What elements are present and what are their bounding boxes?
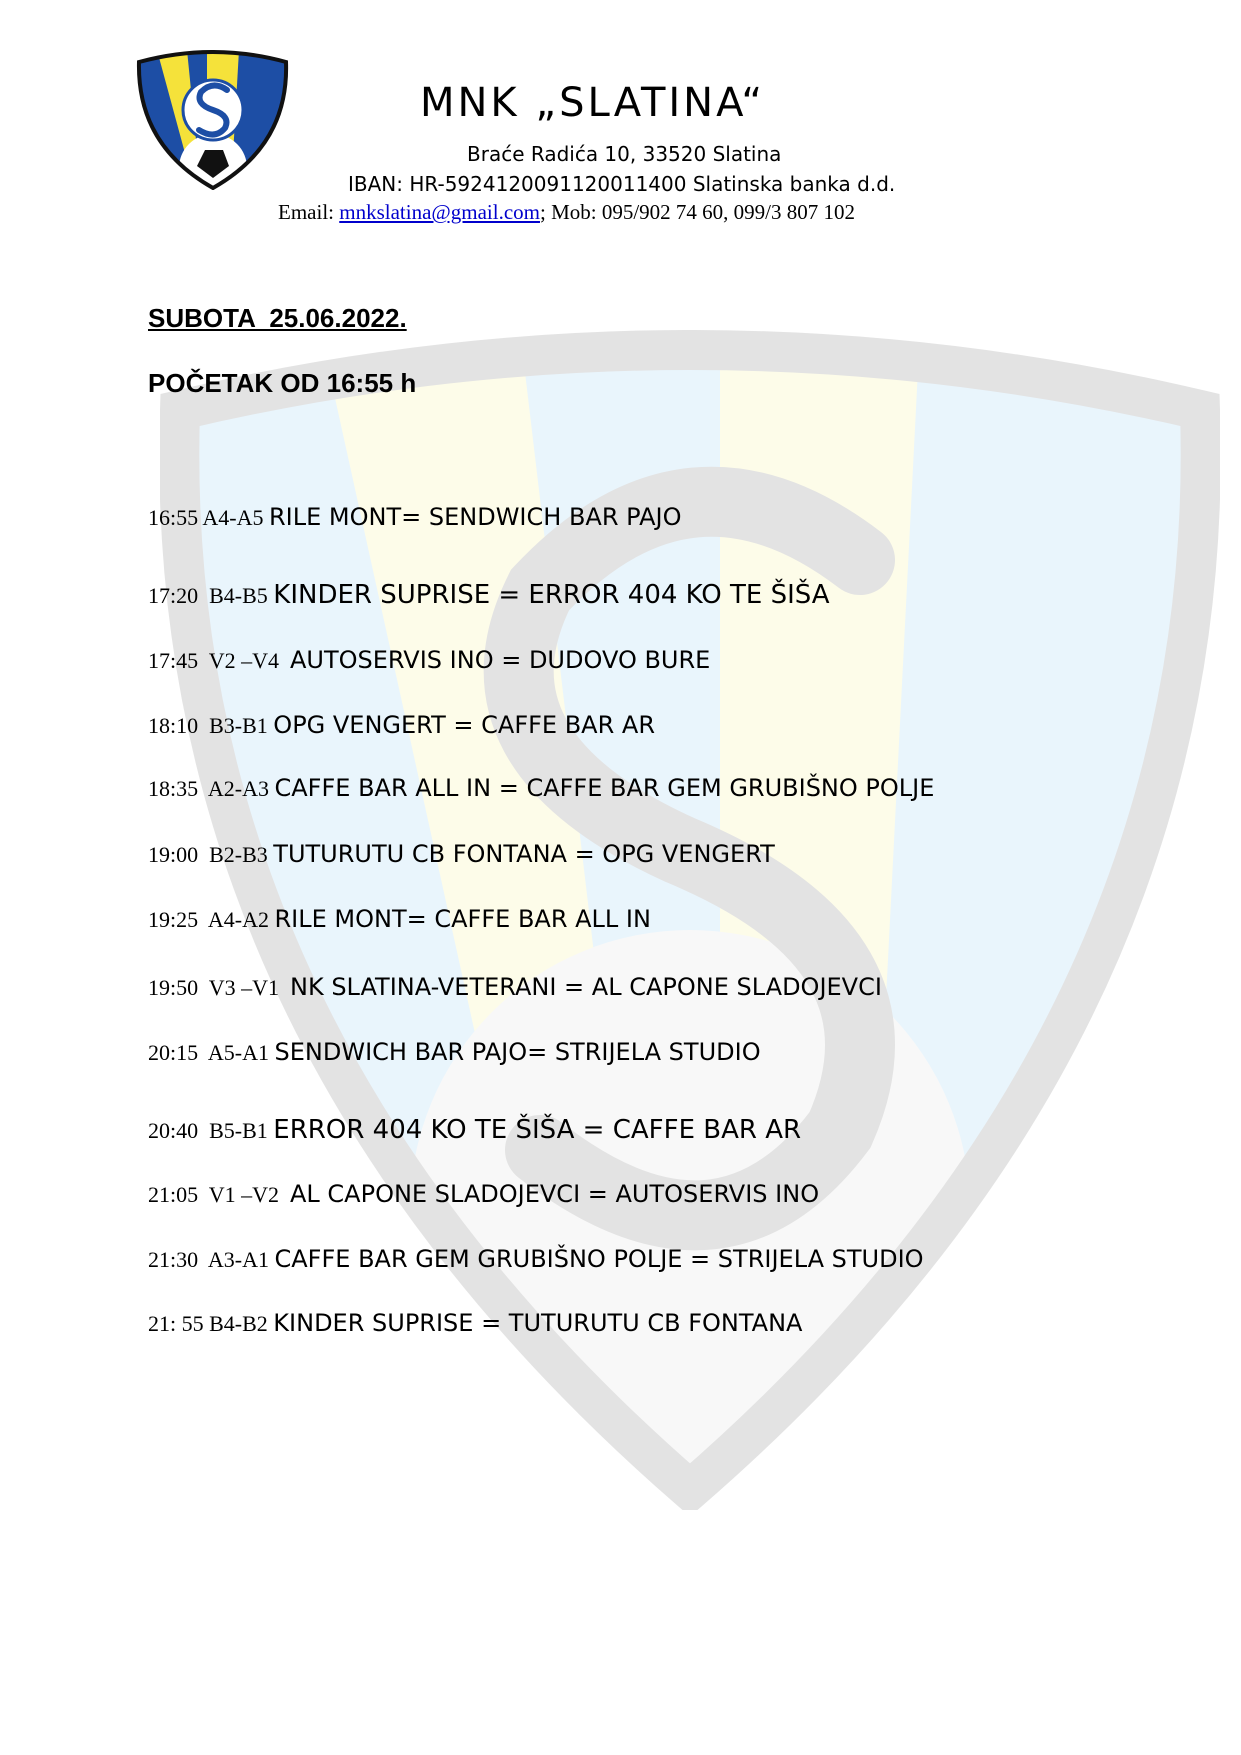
email-link[interactable]: mnkslatina@gmail.com [339,200,540,224]
match-teams: AUTOSERVIS INO = DUDOVO BURE [290,646,711,674]
match-time: 20:40 B5-B1 [148,1118,274,1143]
club-name: MNK „SLATINA“ [420,80,766,126]
match-teams: TUTURUTU CB FONTANA = OPG VENGERT [273,840,775,868]
match-time: 21:05 V1 –V2 [148,1182,290,1207]
match-row [148,580,830,610]
match-teams: ERROR 404 KO TE ŠIŠA = CAFFE BAR AR [273,1115,802,1145]
email-prefix: Email: [278,200,340,224]
match-row [148,840,775,868]
contact-line [278,200,855,225]
match-time: 19:50 V3 –V1 [148,975,290,1000]
match-teams: SENDWICH BAR PAJO= STRIJELA STUDIO [274,1038,761,1066]
match-row [148,774,934,802]
match-time: 18:35 A2-A3 [148,776,275,801]
match-time: 19:00 B2-B3 [148,842,274,867]
club-logo [135,50,290,190]
match-row [148,1180,819,1208]
match-teams: OPG VENGERT = CAFFE BAR AR [273,711,655,739]
match-teams: NK SLATINA-VETERANI = AL CAPONE SLADOJEVCI [290,973,882,1001]
match-teams: RILE MONT= SENDWICH BAR PAJO [269,503,682,531]
match-teams: KINDER SUPRISE = ERROR 404 KO TE ŠIŠA [273,580,830,610]
match-teams: CAFFE BAR ALL IN = CAFFE BAR GEM GRUBIŠNO POLJE [274,774,935,802]
match-row [148,905,651,933]
match-row [148,973,882,1001]
match-row [148,503,681,531]
match-time: 21: 55 B4-B2 [148,1311,274,1336]
match-time: 17:20 B4-B5 [148,583,274,608]
match-teams: CAFFE BAR GEM GRUBIŠNO POLJE = STRIJELA STUDIO [274,1245,924,1273]
club-address: Braće Radića 10, 33520 Slatina [467,142,782,166]
match-time: 18:10 B3-B1 [148,713,274,738]
match-time: 17:45 V2 –V4 [148,648,290,673]
match-time: 19:25 A4-A2 [148,907,275,932]
match-teams: KINDER SUPRISE = TUTURUTU CB FONTANA [273,1309,803,1337]
match-row [148,1038,761,1066]
start-heading: POČETAK OD 16:55 h [148,368,417,398]
match-row [148,646,710,674]
phone-numbers: ; Mob: 095/902 74 60, 099/3 807 102 [539,200,855,224]
match-row [148,1115,801,1145]
match-time: 20:15 A5-A1 [148,1040,275,1065]
match-time: 16:55 A4-A5 [148,505,269,530]
match-teams: AL CAPONE SLADOJEVCI = AUTOSERVIS INO [290,1180,820,1208]
match-row [148,1245,924,1273]
match-time: 21:30 A3-A1 [148,1247,275,1272]
match-row [148,711,655,739]
match-row [148,1309,802,1337]
day-heading: SUBOTA 25.06.2022. [148,303,407,333]
club-iban: IBAN: HR-5924120091120011400 Slatinska banka d.d. [348,172,896,196]
match-teams: RILE MONT= CAFFE BAR ALL IN [274,905,651,933]
